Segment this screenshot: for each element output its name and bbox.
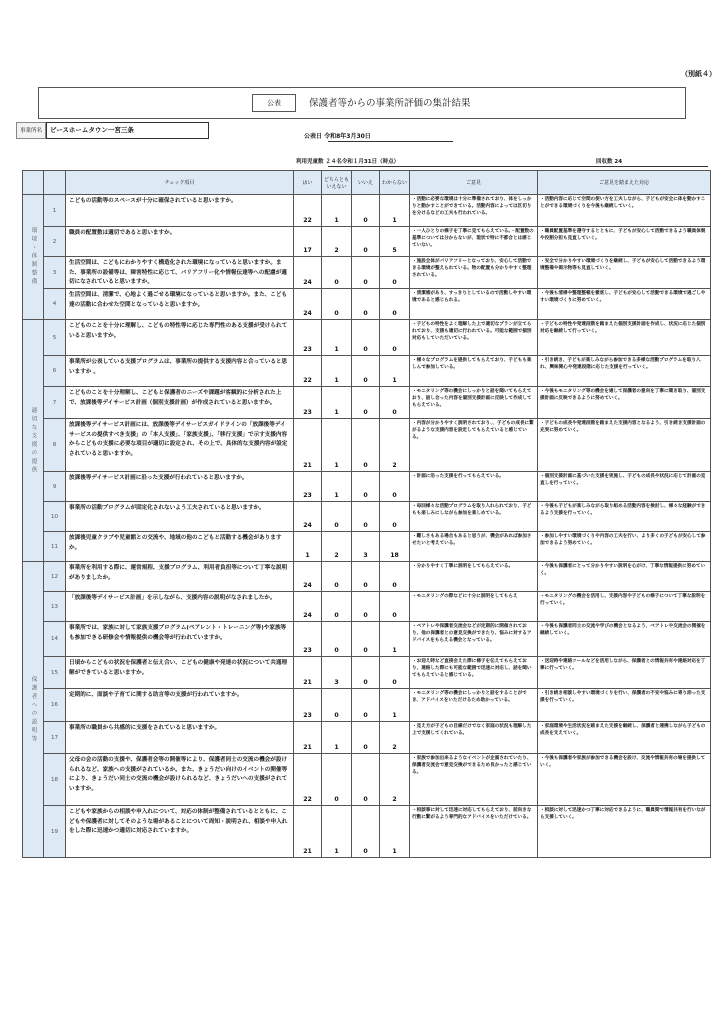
- response-text: ・職員配置基準を遵守するとともに、子どもが安心して活動できるよう職員体制や役割分担も見直していく。: [538, 227, 711, 257]
- count-unknown: 1: [380, 622, 410, 657]
- check-item: 父母の会の活動の支援や、保護者会等の開催等により、保護者同士の交流の機会が設けられるなど、家族への支援がされているか。また、きょうだい向けのイベントの開催等により、きょうだい同士の交流の機会が設けられるなど、きょうだいへの支援がされていますか。: [66, 754, 294, 806]
- response-text: ・相談に対して迅速かつ丁寧に対応できるように、職員間で情報共有を行いながら支援していく。: [538, 806, 711, 858]
- divider: [328, 166, 708, 167]
- count-neutral: 1: [322, 472, 352, 502]
- opinion-text: ・子どもの特性をよく理解した上で適切なプランが立てられており、支援も適切に行われている。可能な範囲で個別対応もしていただいている。: [410, 320, 538, 356]
- opinion-text: ・分かりやすく丁寧に説明をしてもらえている。: [410, 562, 538, 592]
- category-text: 保護者への説明等: [30, 675, 37, 744]
- count-unknown: 0: [380, 502, 410, 532]
- count-unknown: 0: [380, 657, 410, 689]
- opinion-text: ・ペアトレや保護者交流会などが定期的に開催されており、他の保護者との意見交換ができたり、悩みに対するアドバイスをもらえる機会となっている。: [410, 622, 538, 657]
- page-title: 保護者等からの事業所評価の集計結果: [309, 98, 471, 109]
- count-yes: 21: [294, 722, 322, 754]
- count-neutral: 1: [322, 722, 352, 754]
- table-row: [23, 622, 711, 657]
- check-item: こどもの活動等のスペースが十分に確保されていると思いますか。: [66, 195, 294, 227]
- count-neutral: 1: [322, 419, 352, 472]
- annex-label: （別紙４）: [681, 70, 716, 78]
- title-box: [38, 87, 686, 119]
- user-count: 利用児童数 ２４名令和１月31日（時点）: [296, 159, 400, 165]
- count-unknown: 2: [380, 419, 410, 472]
- count-neutral: 2: [322, 227, 352, 257]
- count-yes: 23: [294, 622, 322, 657]
- table-row: [23, 257, 711, 289]
- response-text: ・安全で分かりやすい環境づくりを継続し、子どもが安心して活動できるよう環境整備や掲示物等も見直していく。: [538, 257, 711, 289]
- opinion-text: ・活動に必要な環境は十分に準備されており、体をしっかりと動かすことができている。活動内容によっては区切りを分けるなどの工夫も行われている。: [410, 195, 538, 227]
- header-blank: [44, 171, 66, 195]
- response-text: ・子どもの特性や発達段階を踏まえた個別支援計画を作成し、状況に応じた個別対応を継続して行っていく。: [538, 320, 711, 356]
- office-label: 事業所名: [16, 122, 46, 139]
- count-no: 0: [352, 502, 380, 532]
- header-yes: はい: [294, 171, 322, 195]
- table-row: [23, 320, 711, 356]
- table-row: [23, 195, 711, 227]
- response-text: ・モニタリングの機会を活用し、支援内容や子どもの様子について丁寧な説明を行っていく。: [538, 592, 711, 622]
- check-item: 放課後児童クラブや児童館との交流や、地域の他のこどもと活動する機会がありますか。: [66, 532, 294, 562]
- row-number: 14: [44, 622, 66, 657]
- row-number: 6: [44, 356, 66, 387]
- row-number: 17: [44, 722, 66, 754]
- category-label: [23, 562, 44, 858]
- response-text: ・個別支援計画に基づいた支援を実施し、子どもの成長や状況に応じて計画の見直しを行っていく。: [538, 472, 711, 502]
- count-neutral: 0: [322, 502, 352, 532]
- row-number: 13: [44, 592, 66, 622]
- table-row: [23, 754, 711, 806]
- count-yes: 17: [294, 227, 322, 257]
- count-yes: 23: [294, 689, 322, 722]
- evaluation-table: [22, 170, 711, 858]
- opinion-text: ・モニタリングの際などに十分に説明をしてもらえ: [410, 592, 538, 622]
- count-no: 0: [352, 754, 380, 806]
- count-neutral: 0: [322, 689, 352, 722]
- count-neutral: 3: [322, 657, 352, 689]
- count-unknown: 1: [380, 689, 410, 722]
- table-row: [23, 356, 711, 387]
- table-row: [23, 227, 711, 257]
- count-unknown: 0: [380, 257, 410, 289]
- row-number: 10: [44, 502, 66, 532]
- count-yes: 24: [294, 592, 322, 622]
- response-text: ・引き続き相談しやすい環境づくりを行い、保護者の不安や悩みに寄り添った支援を行っていく。: [538, 689, 711, 722]
- count-unknown: 0: [380, 472, 410, 502]
- response-text: ・引き続き、子どもが楽しみながら参加できる多様な活動プログラムを取り入れ、興味関心や発達段階に応じた支援を行っていく。: [538, 356, 711, 387]
- header-item: チェック項目: [66, 171, 294, 195]
- row-number: 9: [44, 472, 66, 502]
- count-unknown: 5: [380, 227, 410, 257]
- count-unknown: 1: [380, 195, 410, 227]
- count-no: 0: [352, 289, 380, 320]
- check-item: 事業所では、家族に対して家族支援プログラム(ペアレント・トレーニング等)や家族等も参加できる研修会や情報提供の機会等が行われていますか。: [66, 622, 294, 657]
- category-label: [23, 320, 44, 562]
- response-text: ・参加しやすい環境づくりや内容の工夫を行い、より多くの子どもが安心して参加できるよう努めていく。: [538, 532, 711, 562]
- count-yes: 22: [294, 195, 322, 227]
- table-row: [23, 289, 711, 320]
- response-text: ・今後も保護者同士の交流や学びの機会となるよう、ペアトレや交流会の開催を継続していく。: [538, 622, 711, 657]
- count-neutral: 2: [322, 532, 352, 562]
- row-number: 7: [44, 387, 66, 419]
- category-label: [23, 195, 44, 320]
- count-neutral: 1: [322, 806, 352, 858]
- row-number: 15: [44, 657, 66, 689]
- count-neutral: 0: [322, 562, 352, 592]
- row-number: 16: [44, 689, 66, 722]
- check-item: こどもや家族からの相談や申入れについて、対応の体制が整備されているとともに、こどもや保護者に対してそのような場があることについて周知・説明され、相談や申入れをした際に迅速かつ適切に対応されていますか。: [66, 806, 294, 858]
- table-row: [23, 722, 711, 754]
- category-text: 適切な支援の提供: [30, 406, 37, 475]
- row-number: 3: [44, 257, 66, 289]
- count-unknown: 1: [380, 356, 410, 387]
- count-unknown: 18: [380, 532, 410, 562]
- header-opinion: ご意見: [410, 171, 538, 195]
- count-no: 0: [352, 387, 380, 419]
- response-text: ・今後も清掃や整理整頓を徹底し、子どもが安心して活動できる環境で過ごしやすい環境づくりに努めていく。: [538, 289, 711, 320]
- opinion-text: ・モニタリング等の機会にしっかりと話をすることができ、アドバイスをいただけるため助かっている。: [410, 689, 538, 722]
- count-neutral: 0: [322, 257, 352, 289]
- check-item: 事業所が公表している支援プログラムは、事業所の提供する支援内容と合っていると思いますか 。: [66, 356, 294, 387]
- check-item: 事業所の活動プログラムが固定化されないよう工夫されていると思いますか。: [66, 502, 294, 532]
- count-unknown: 0: [380, 320, 410, 356]
- opinion-text: ・お迎え時など直接会えた際に様子を伝えてもらえており、連絡した際にも可能な範囲で迅速に対応し、話を聞いてもらえていると感じている。: [410, 657, 538, 689]
- publish-date: 公表日 令和8年3月30日: [304, 133, 371, 140]
- count-unknown: 0: [380, 289, 410, 320]
- count-no: 0: [352, 257, 380, 289]
- response-text: ・今後も子どもが楽しみながら取り組める活動内容を検討し、様々な経験ができるよう支援を行っていく。: [538, 502, 711, 532]
- count-no: 0: [352, 622, 380, 657]
- row-number: 2: [44, 227, 66, 257]
- response-text: ・今後もモニタリング等の機会を通して保護者の意向を丁寧に聞き取り、個別支援計画に反映できるように努めていく。: [538, 387, 711, 419]
- response-text: ・今後も保護者にとって分かりやすい説明を心がけ、丁寧な情報提供に努めていく。: [538, 562, 711, 592]
- public-tag: 公表: [252, 94, 296, 112]
- count-no: 0: [352, 227, 380, 257]
- count-no: 0: [352, 689, 380, 722]
- opinion-text: ・計画に沿った支援を行ってもらえている。: [410, 472, 538, 502]
- answer-count: 回収数 24: [596, 159, 623, 165]
- header-response: ご意見を踏まえた対応: [538, 171, 711, 195]
- header-no: いいえ: [352, 171, 380, 195]
- response-text: ・家庭環境や生活状況を踏まえた支援を継続し、保護者と連携しながら子どもの成長を支えていく。: [538, 722, 711, 754]
- opinion-text: ・清潔感があり、すっきりとしているので活動しやすい環境であると感じられる。: [410, 289, 538, 320]
- opinion-text: ・相談事に対して迅速に対応してもらえており、前向きな行動に繋がるよう専門的なアドバイスをいただけている。: [410, 806, 538, 858]
- table-row: [23, 689, 711, 722]
- count-unknown: 1: [380, 806, 410, 858]
- count-yes: 23: [294, 387, 322, 419]
- count-neutral: 0: [322, 622, 352, 657]
- count-no: 0: [352, 472, 380, 502]
- header-neutral: どちらとも いえない: [322, 171, 352, 195]
- count-yes: 1: [294, 532, 322, 562]
- header-blank: [23, 171, 44, 195]
- table-row: [23, 419, 711, 472]
- check-item: 放課後等デイサービス計画に沿った支援が行われていると思いますか。: [66, 472, 294, 502]
- response-text: ・今後も保護者や家族が参加できる機会を設け、交流や情報共有の場を提供していく。: [538, 754, 711, 806]
- row-number: 18: [44, 754, 66, 806]
- table-row: [23, 657, 711, 689]
- opinion-text: ・モニタリング等の機会にしっかりと話を聞いてもらえており、話し合った内容を個別支援計画に反映して作成してもらえている。: [410, 387, 538, 419]
- count-neutral: 0: [322, 592, 352, 622]
- count-no: 0: [352, 722, 380, 754]
- count-no: 0: [352, 592, 380, 622]
- count-yes: 22: [294, 754, 322, 806]
- count-yes: 21: [294, 657, 322, 689]
- count-unknown: 2: [380, 722, 410, 754]
- response-text: ・子どもの成長や発達段階を踏まえた支援内容となるよう、引き続き支援計画の充実に努めていく。: [538, 419, 711, 472]
- response-text: ・活動内容に応じて空間の使い方を工夫しながら、子どもが安全に体を動かすことができる環境づくりを今後も継続していく。: [538, 195, 711, 227]
- count-yes: 21: [294, 419, 322, 472]
- count-neutral: 1: [322, 195, 352, 227]
- table-row: [23, 387, 711, 419]
- count-neutral: 0: [322, 289, 352, 320]
- count-no: 0: [352, 562, 380, 592]
- check-item: 生活空間は、こどもにわかりやすく構造化された環境になっていると思いますか。また、事業所の設備等は、障害特性に応じて、バリアフリー化や情報伝達等への配慮が適切になされていると思いますか。: [66, 257, 294, 289]
- row-number: 5: [44, 320, 66, 356]
- count-unknown: 0: [380, 562, 410, 592]
- count-yes: 23: [294, 320, 322, 356]
- count-yes: 24: [294, 562, 322, 592]
- row-number: 11: [44, 532, 66, 562]
- count-no: 0: [352, 356, 380, 387]
- count-no: 0: [352, 195, 380, 227]
- opinion-text: ・一人ひとりの様子を丁寧に見てもらえている。・配置数の基準については分からないが、現状で特に不都合とは感じていない。: [410, 227, 538, 257]
- count-no: 0: [352, 657, 380, 689]
- count-unknown: 2: [380, 754, 410, 806]
- check-item: 事業所を利用する際に、運営規程、支援プログラム、利用者負担等について丁寧な説明がありましたか。: [66, 562, 294, 592]
- table-header: [23, 171, 711, 195]
- count-unknown: 0: [380, 387, 410, 419]
- count-yes: 24: [294, 502, 322, 532]
- row-number: 1: [44, 195, 66, 227]
- count-no: 3: [352, 532, 380, 562]
- header-unknown: わからない: [380, 171, 410, 195]
- count-neutral: 1: [322, 387, 352, 419]
- opinion-text: ・難しさもある場合もあると思うが、機会があれば参加させたいと考えている。: [410, 532, 538, 562]
- table-row: [23, 472, 711, 502]
- opinion-text: ・家族で参加出来るようなイベントが企画されていたり、保護者交流会で意見交換ができるため良かったと感じている。: [410, 754, 538, 806]
- category-text: 環境・体制整備: [30, 227, 37, 287]
- count-no: 0: [352, 806, 380, 858]
- row-number: 4: [44, 289, 66, 320]
- check-item: こどものことを十分理解し、こどもと保護者のニーズや課題が客観的に分析された上で、放課後等デイサービス計画（個別支援計画）が作成されていると思いますか。: [66, 387, 294, 419]
- count-neutral: 0: [322, 754, 352, 806]
- table-row: [23, 562, 711, 592]
- check-item: 職員の配置数は適切であると思いますか。: [66, 227, 294, 257]
- table-row: [23, 502, 711, 532]
- opinion-text: ・施設全体がバリアフリーとなっており、安心して活動できる環境が整えられている。物の配置も分かりやすく整理されている。: [410, 257, 538, 289]
- check-item: 生活空間は、清潔で、心地よく過ごせる環境になっていると思いますか。また、こども達の活動に合わせた空間となっていると思いますか。: [66, 289, 294, 320]
- row-number: 12: [44, 562, 66, 592]
- count-yes: 24: [294, 257, 322, 289]
- divider: [328, 141, 453, 142]
- count-no: 0: [352, 320, 380, 356]
- check-item: こどものことを十分に理解し、こどもの特性等に応じた専門性のある支援が受けられていると思いますか。: [66, 320, 294, 356]
- opinion-text: ・様々なプログラムを提供してもらえており、子どもも楽しんで参加している。: [410, 356, 538, 387]
- check-item: 「放課後等デイサービス計画」を示しながら、支援内容の説明がなされましたか。: [66, 592, 294, 622]
- count-unknown: 0: [380, 592, 410, 622]
- table-row: [23, 592, 711, 622]
- check-item: 事業所の職員から共感的に支援をされていると思いますか。: [66, 722, 294, 754]
- check-item: 定期的に、面談や子育てに関する助言等の支援が行われていますか。: [66, 689, 294, 722]
- check-item: 放課後等デイサービス計画には、放課後等デイサービスガイドラインの「放課後等デイサービスの提供すべき支援」の「本人支援」、「家族支援」、「移行支援」で示す支援内容からこどもの支援に必要な項目が適切に設定され、その上で、具体的な支援内容が設定されていると思いますか。: [66, 419, 294, 472]
- response-text: ・送迎時や連絡ツールなどを活用しながら、保護者との情報共有や連絡対応を丁寧に行っていく。: [538, 657, 711, 689]
- count-yes: 22: [294, 356, 322, 387]
- check-item: 日頃からこどもの状況を保護者と伝え合い、こどもの健康や発達の状況について共通理解ができていると思いますか。: [66, 657, 294, 689]
- table-row: [23, 806, 711, 858]
- row-number: 8: [44, 419, 66, 472]
- office-name: ピースホームタウン一宮三条: [46, 122, 209, 139]
- count-neutral: 1: [322, 356, 352, 387]
- opinion-text: ・毎回様々な活動プログラムを取り入れられており、子どもも楽しみにしながら参加を楽しめている。: [410, 502, 538, 532]
- table-row: [23, 532, 711, 562]
- count-neutral: 1: [322, 320, 352, 356]
- opinion-text: ・内容が分かりやすく説明されており、、子どもの成長に繋がるような支援内容を設定してもらえていると感じている。: [410, 419, 538, 472]
- count-yes: 24: [294, 289, 322, 320]
- opinion-text: ・見え方が子どもの目線だけでなく家庭の状況も理解した上で支援してくれている。: [410, 722, 538, 754]
- count-no: 0: [352, 419, 380, 472]
- count-yes: 21: [294, 806, 322, 858]
- row-number: 19: [44, 806, 66, 858]
- count-yes: 23: [294, 472, 322, 502]
